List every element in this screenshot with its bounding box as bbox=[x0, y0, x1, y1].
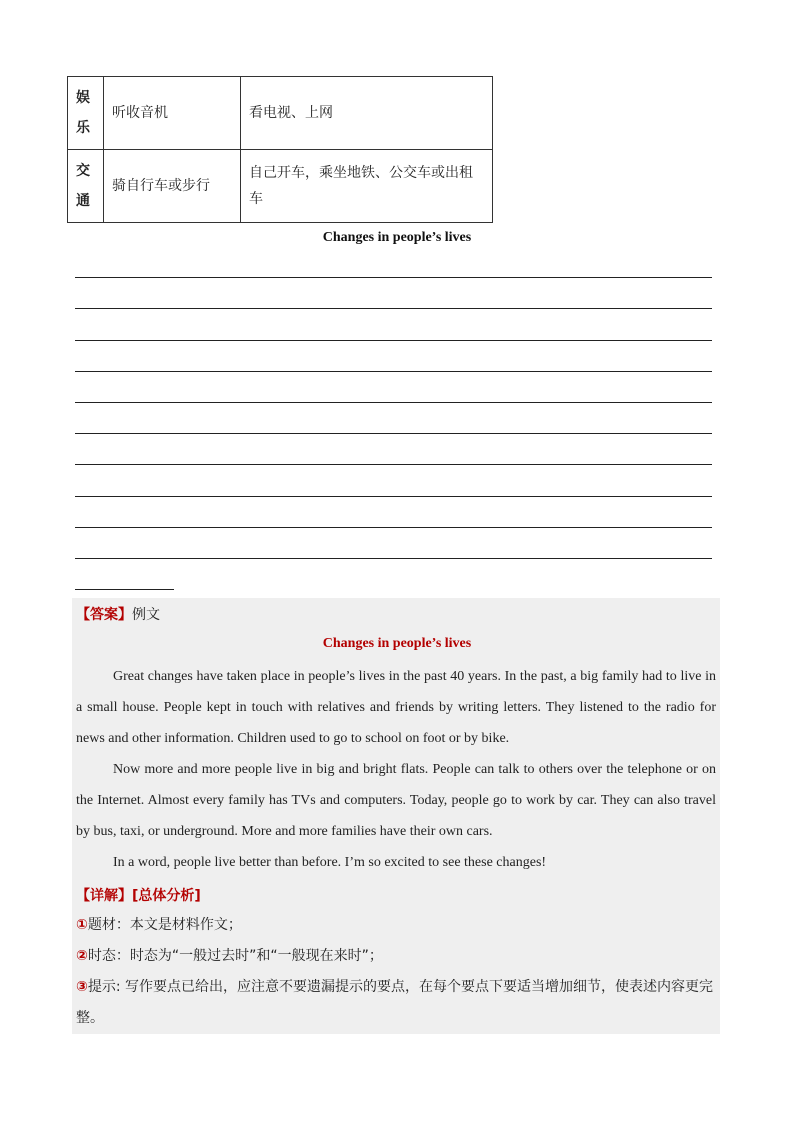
item-number: ① bbox=[76, 917, 88, 933]
writing-line bbox=[75, 277, 712, 278]
essay-paragraph: Now more and more people live in big and bright flats. People can talk to others over the telephone or on the Internet. Almost every family has TVs and computers. Today, people go to work by car. They can also travel by bus, taxi, or underground. More and more families have their own cars. bbox=[76, 762, 716, 839]
now-cell: 自己开车，乘坐地铁、公交车或出租车 bbox=[241, 150, 493, 223]
table-row bbox=[68, 150, 493, 223]
essay-paragraph: Great changes have taken place in people’s lives in the past 40 years. In the past, a big family had to live in a small house. People kept in touch with relatives and friends by writing letters. They listened to the radio for news and other information. Children used to go to school on foot or by bike. bbox=[76, 669, 716, 746]
answer-label bbox=[76, 604, 160, 624]
now-cell: 看电视、上网 bbox=[241, 77, 493, 150]
item-text: 提示: 写作要点已给出，应注意不要遗漏提示的要点，在每个要点下要适当增加细节，使表述内容更完整。 bbox=[76, 979, 714, 1026]
category-char: 娱 bbox=[76, 90, 90, 106]
detail-label-text: [总体分析] bbox=[132, 888, 201, 904]
past-cell: 听收音机 bbox=[104, 77, 241, 150]
writing-line bbox=[75, 402, 712, 403]
writing-line bbox=[75, 308, 712, 309]
detail-item bbox=[76, 941, 718, 972]
writing-line bbox=[75, 433, 712, 434]
item-number: ③ bbox=[76, 979, 88, 995]
footnote-separator bbox=[75, 589, 174, 590]
writing-line bbox=[75, 527, 712, 528]
item-text: 题材：本文是材料作文； bbox=[87, 917, 242, 933]
comparison-table bbox=[67, 76, 493, 223]
category-cell bbox=[68, 150, 104, 223]
writing-line bbox=[75, 464, 712, 465]
category-char: 乐 bbox=[76, 120, 90, 136]
answer-label-text: 例文 bbox=[132, 607, 160, 623]
category-cell bbox=[68, 77, 104, 150]
writing-line bbox=[75, 371, 712, 372]
detail-label bbox=[76, 885, 201, 905]
writing-line bbox=[75, 340, 712, 341]
category-char: 交 bbox=[76, 163, 90, 179]
detail-item bbox=[76, 972, 718, 1034]
item-number: ② bbox=[76, 948, 88, 964]
writing-line bbox=[75, 496, 712, 497]
detail-item bbox=[76, 910, 718, 941]
item-text: 时态：时态为“一般过去时”和“一般现在来时”； bbox=[87, 948, 383, 964]
past-cell: 骑自行车或步行 bbox=[104, 150, 241, 223]
essay-paragraph: In a word, people live better than before. I’m so excited to see these changes! bbox=[113, 855, 547, 870]
category-char: 通 bbox=[76, 193, 90, 209]
table-row bbox=[68, 77, 493, 150]
writing-title: Changes in people’s lives bbox=[322, 230, 472, 245]
answer-bracket: 【答案】 bbox=[76, 607, 132, 623]
writing-line bbox=[75, 558, 712, 559]
essay-title: Changes in people’s lives bbox=[322, 636, 472, 651]
detail-bracket: 【详解】 bbox=[76, 888, 132, 904]
